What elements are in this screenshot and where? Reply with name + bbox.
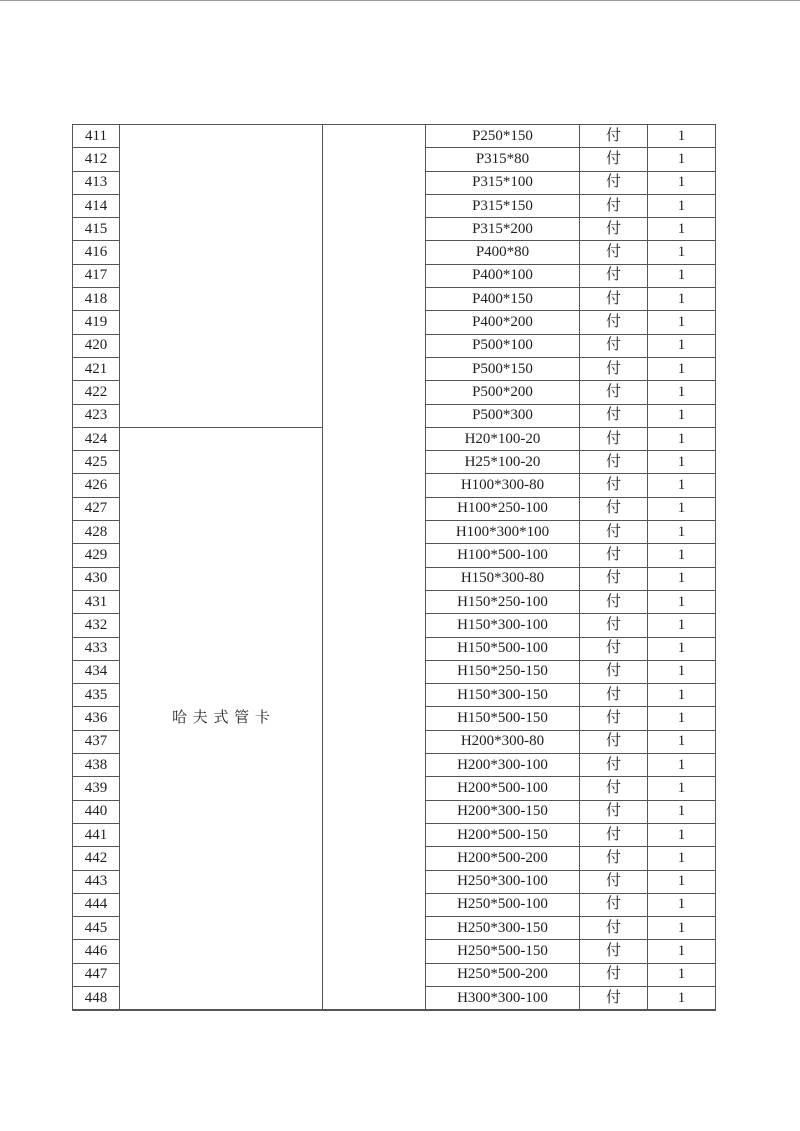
unit-cell: 付 [580,148,648,171]
spec-cell: H150*500-100 [426,637,580,660]
spec-cell: P500*150 [426,357,580,380]
unit-cell: 付 [580,288,648,311]
qty-cell: 1 [648,148,716,171]
qty-cell: 1 [648,800,716,823]
row-number-cell: 429 [73,544,120,567]
row-number-cell: 442 [73,847,120,870]
row-number-cell: 415 [73,218,120,241]
unit-cell: 付 [580,823,648,846]
row-number-cell: 434 [73,660,120,683]
row-number-cell: 435 [73,684,120,707]
qty-cell: 1 [648,404,716,427]
row-number-cell: 447 [73,963,120,986]
page-top-edge-line [0,0,800,1]
spec-cell: P315*80 [426,148,580,171]
row-number-cell: 441 [73,823,120,846]
unit-cell: 付 [580,497,648,520]
qty-cell: 1 [648,544,716,567]
unit-cell: 付 [580,684,648,707]
row-number-cell: 412 [73,148,120,171]
qty-cell: 1 [648,777,716,800]
qty-cell: 1 [648,334,716,357]
row-number-cell: 439 [73,777,120,800]
unit-cell: 付 [580,940,648,963]
spec-cell: H200*500-200 [426,847,580,870]
qty-cell: 1 [648,288,716,311]
qty-cell: 1 [648,218,716,241]
unit-cell: 付 [580,777,648,800]
spec-cell: H150*500-150 [426,707,580,730]
spec-cell: H25*100-20 [426,451,580,474]
unit-cell: 付 [580,171,648,194]
row-number-cell: 418 [73,288,120,311]
unit-cell: 付 [580,590,648,613]
spec-cell: H200*300-100 [426,754,580,777]
row-number-cell: 413 [73,171,120,194]
row-number-cell: 423 [73,404,120,427]
unit-cell: 付 [580,986,648,1010]
row-number-cell: 436 [73,707,120,730]
spec-cell: P400*80 [426,241,580,264]
spec-cell: H200*500-150 [426,823,580,846]
row-number-cell: 431 [73,590,120,613]
qty-cell: 1 [648,963,716,986]
row-number-cell: 426 [73,474,120,497]
row-number-cell: 428 [73,521,120,544]
row-number-cell: 445 [73,917,120,940]
spec-cell: H100*300-80 [426,474,580,497]
qty-cell: 1 [648,521,716,544]
row-number-cell: 424 [73,427,120,450]
materials-table-body [73,125,716,1011]
spec-cell: H200*500-100 [426,777,580,800]
spec-cell: H200*300-150 [426,800,580,823]
unit-cell: 付 [580,917,648,940]
row-number-cell: 430 [73,567,120,590]
materials-table [72,124,716,1011]
unit-cell: 付 [580,637,648,660]
unit-cell: 付 [580,357,648,380]
spec-cell: H150*250-150 [426,660,580,683]
row-number-cell: 440 [73,800,120,823]
item-name-cell [120,125,323,428]
qty-cell: 1 [648,684,716,707]
qty-cell: 1 [648,451,716,474]
item-name-cell: 哈夫式管卡 [120,427,323,1010]
row-number-cell: 438 [73,754,120,777]
row-number-cell: 427 [73,497,120,520]
qty-cell: 1 [648,893,716,916]
spec-cell: P400*100 [426,264,580,287]
qty-cell: 1 [648,194,716,217]
spec-cell: H150*300-80 [426,567,580,590]
spec-cell: H150*300-100 [426,614,580,637]
row-number-cell: 425 [73,451,120,474]
unit-cell: 付 [580,404,648,427]
unit-cell: 付 [580,521,648,544]
unit-cell: 付 [580,264,648,287]
spec-cell: H300*300-100 [426,986,580,1010]
qty-cell: 1 [648,474,716,497]
spec-cell: H250*500-150 [426,940,580,963]
notes-cell [323,125,426,1011]
qty-cell: 1 [648,567,716,590]
spec-cell: P315*200 [426,218,580,241]
spec-cell: P500*200 [426,381,580,404]
unit-cell: 付 [580,754,648,777]
spec-cell: H250*300-150 [426,917,580,940]
unit-cell: 付 [580,427,648,450]
spec-cell: H150*250-100 [426,590,580,613]
row-number-cell: 437 [73,730,120,753]
unit-cell: 付 [580,451,648,474]
qty-cell: 1 [648,357,716,380]
table-row [73,125,716,148]
qty-cell: 1 [648,590,716,613]
row-number-cell: 433 [73,637,120,660]
unit-cell: 付 [580,218,648,241]
qty-cell: 1 [648,986,716,1010]
unit-cell: 付 [580,241,648,264]
spec-cell: P315*100 [426,171,580,194]
row-number-cell: 411 [73,125,120,148]
unit-cell: 付 [580,381,648,404]
qty-cell: 1 [648,427,716,450]
row-number-cell: 414 [73,194,120,217]
qty-cell: 1 [648,614,716,637]
unit-cell: 付 [580,847,648,870]
unit-cell: 付 [580,963,648,986]
unit-cell: 付 [580,474,648,497]
row-number-cell: 421 [73,357,120,380]
row-number-cell: 448 [73,986,120,1010]
spec-cell: H200*300-80 [426,730,580,753]
spec-cell: H150*300-150 [426,684,580,707]
qty-cell: 1 [648,707,716,730]
qty-cell: 1 [648,823,716,846]
row-number-cell: 446 [73,940,120,963]
qty-cell: 1 [648,381,716,404]
row-number-cell: 444 [73,893,120,916]
row-number-cell: 420 [73,334,120,357]
unit-cell: 付 [580,800,648,823]
qty-cell: 1 [648,754,716,777]
unit-cell: 付 [580,870,648,893]
unit-cell: 付 [580,194,648,217]
unit-cell: 付 [580,707,648,730]
row-number-cell: 443 [73,870,120,893]
spec-cell: P400*150 [426,288,580,311]
qty-cell: 1 [648,497,716,520]
unit-cell: 付 [580,125,648,148]
qty-cell: 1 [648,264,716,287]
row-number-cell: 417 [73,264,120,287]
row-number-cell: 416 [73,241,120,264]
spec-cell: H100*250-100 [426,497,580,520]
spec-cell: H250*500-200 [426,963,580,986]
spec-cell: H250*300-100 [426,870,580,893]
qty-cell: 1 [648,847,716,870]
qty-cell: 1 [648,870,716,893]
spec-cell: H20*100-20 [426,427,580,450]
spec-cell: P500*300 [426,404,580,427]
qty-cell: 1 [648,940,716,963]
qty-cell: 1 [648,917,716,940]
unit-cell: 付 [580,567,648,590]
unit-cell: 付 [580,730,648,753]
unit-cell: 付 [580,893,648,916]
qty-cell: 1 [648,660,716,683]
qty-cell: 1 [648,125,716,148]
spec-cell: H100*300*100 [426,521,580,544]
spec-cell: P250*150 [426,125,580,148]
spec-cell: H100*500-100 [426,544,580,567]
qty-cell: 1 [648,241,716,264]
row-number-cell: 422 [73,381,120,404]
qty-cell: 1 [648,730,716,753]
unit-cell: 付 [580,614,648,637]
spec-cell: P500*100 [426,334,580,357]
spec-cell: P400*200 [426,311,580,334]
unit-cell: 付 [580,660,648,683]
qty-cell: 1 [648,311,716,334]
unit-cell: 付 [580,311,648,334]
spec-cell: P315*150 [426,194,580,217]
qty-cell: 1 [648,171,716,194]
row-number-cell: 419 [73,311,120,334]
row-number-cell: 432 [73,614,120,637]
unit-cell: 付 [580,544,648,567]
qty-cell: 1 [648,637,716,660]
unit-cell: 付 [580,334,648,357]
spec-cell: H250*500-100 [426,893,580,916]
